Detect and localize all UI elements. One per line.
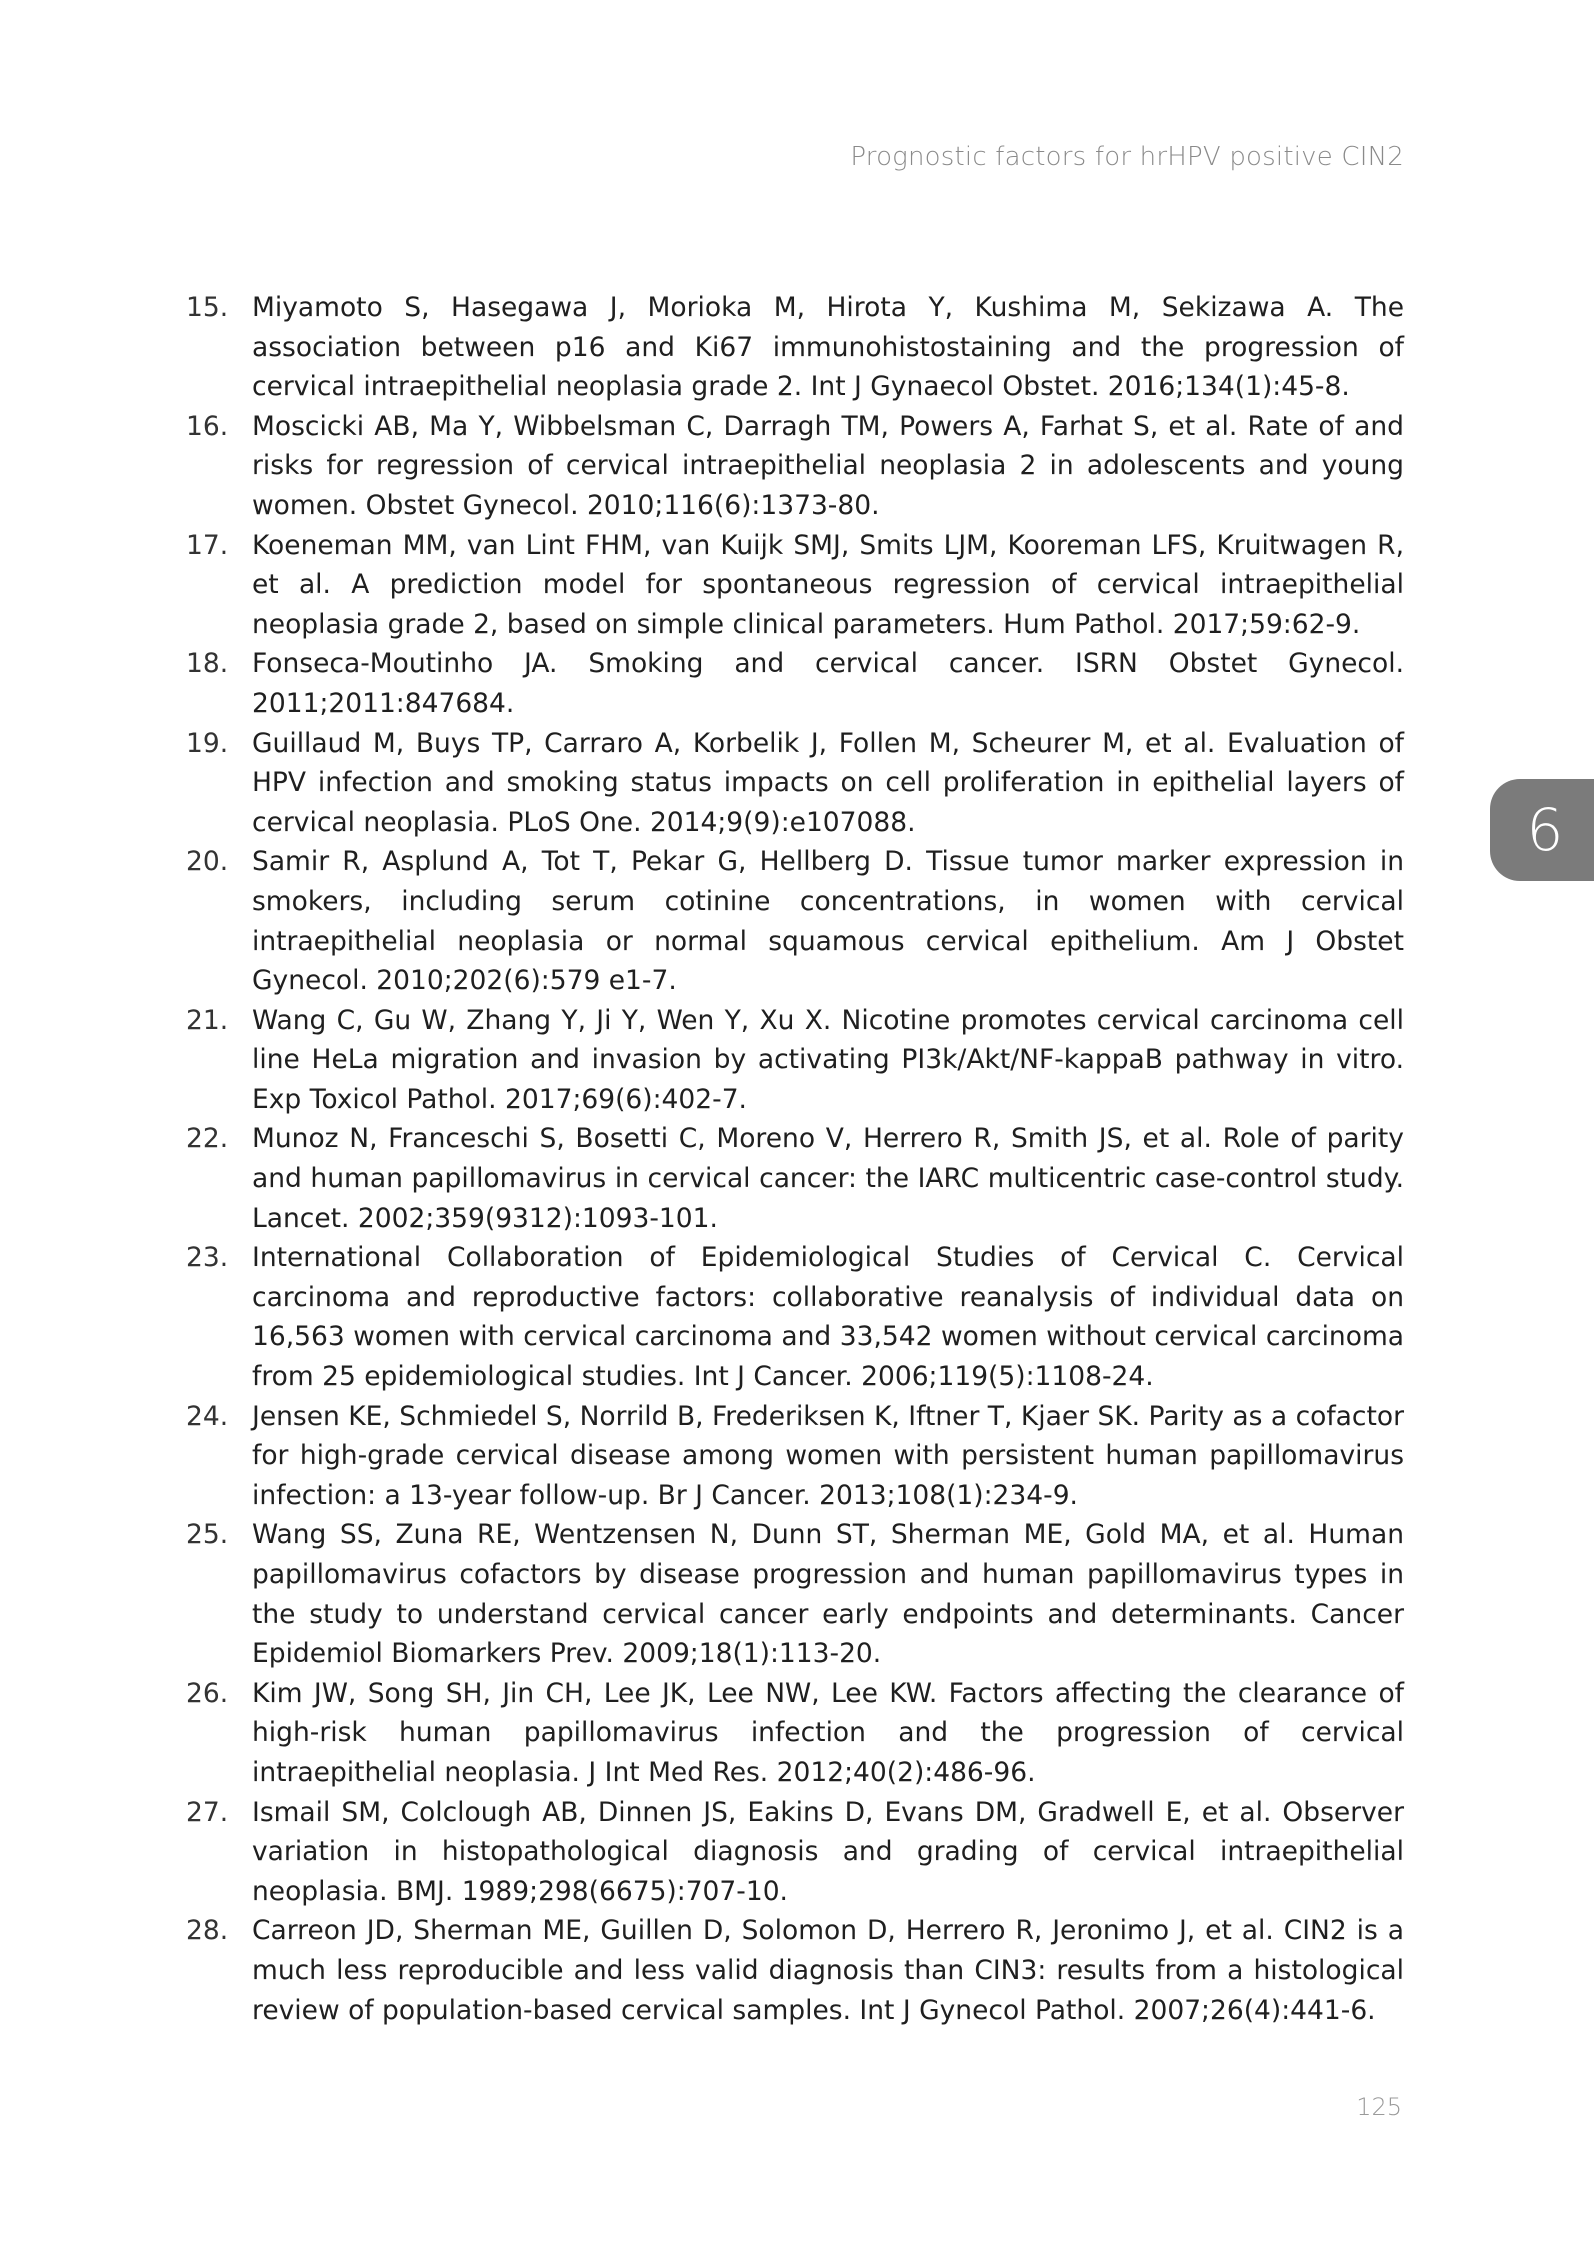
reference-text: Samir R, Asplund A, Tot T, Pekar G, Hellberg D. Tissue tumor marker expression in smokers, including serum cotinine concentrations, in women with cervical intraepithelial neoplasia or normal squamous cervical epithelium. Am J Obstet Gynecol. 2010;202(6):579 e1-7. <box>252 846 1404 997</box>
reference-text: Ismail SM, Colclough AB, Dinnen JS, Eakins D, Evans DM, Gradwell E, et al. Observer variation in histopathological diagnosis and grading of cervical intraepithelial neoplasia. BMJ. 1989;298(6675):707-10. <box>252 1796 1404 1907</box>
reference-item-23 <box>182 1238 1404 1396</box>
reference-text: Munoz N, Franceschi S, Bosetti C, Moreno V, Herrero R, Smith JS, et al. Role of parity and human papillomavirus in cervical cancer: the IARC multicentric case-control study. Lancet. 2002;359(9312):1093-101. <box>252 1123 1404 1234</box>
chapter-tab <box>1490 779 1594 881</box>
reference-number: 16. <box>186 410 229 442</box>
reference-text: Miyamoto S, Hasegawa J, Morioka M, Hirota Y, Kushima M, Sekizawa A. The association between p16 and Ki67 immunohistostaining and the progression of cervical intraepithelial neoplasia grade 2. Int J Gynaecol Obstet. 2016;134(1):45-8. <box>252 292 1404 403</box>
reference-number: 15. <box>186 292 229 323</box>
chapter-number: 6 <box>1526 796 1564 864</box>
reference-text: Kim JW, Song SH, Jin CH, Lee JK, Lee NW, Lee KW. Factors affecting the clearance of high-risk human papillomavirus infection and the progression of cervical intraepithelial neoplasia. J Int Med Res. 2012;40(2):486-96. <box>252 1677 1404 1788</box>
reference-item-17 <box>182 526 1404 645</box>
reference-text: Moscicki AB, Ma Y, Wibbelsman C, Darragh TM, Powers A, Farhat S, et al. Rate of and risks for regression of cervical intraepithelial neoplasia 2 in adolescents and young women. Obstet Gynecol. 2010;116(6):1373-80. <box>252 410 1404 521</box>
reference-item-15 <box>182 288 1404 407</box>
reference-text: Guillaud M, Buys TP, Carraro A, Korbelik J, Follen M, Scheurer M, et al. Evaluation of HPV infection and smoking status impacts on cell proliferation in epithelial layers of cervical neoplasia. PLoS One. 2014;9(9):e107088. <box>252 727 1404 838</box>
reference-number: 23. <box>186 1242 229 1274</box>
reference-item-24 <box>182 1397 1404 1516</box>
reference-text: Fonseca-Moutinho JA. Smoking and cervical cancer. ISRN Obstet Gynecol. 2011;2011:847684. <box>252 648 1404 719</box>
reference-number: 26. <box>186 1677 229 1709</box>
reference-text: International Collaboration of Epidemiological Studies of Cervical C. Cervical carcinoma and reproductive factors: collaborative reanalysis of individual data on 16,563 women with cervical carcinoma and 33,542 women without cervical carcinoma from 25 epidemiological studies. Int J Cancer. 2006;119(5):1108-24. <box>252 1242 1404 1393</box>
reference-item-26 <box>182 1674 1404 1793</box>
reference-number: 19. <box>186 727 229 759</box>
reference-item-28 <box>182 1911 1404 2030</box>
reference-number: 20. <box>186 846 229 878</box>
reference-item-19 <box>182 724 1404 843</box>
reference-number: 25. <box>186 1519 229 1551</box>
reference-item-18 <box>182 644 1404 723</box>
reference-text: Wang SS, Zuna RE, Wentzensen N, Dunn ST, Sherman ME, Gold MA, et al. Human papillomavirus cofactors by disease progression and human papillomavirus types in the study to understand cervical cancer early endpoints and determinants. Cancer Epidemiol Biomarkers Prev. 2009;18(1):113-20. <box>252 1519 1404 1670</box>
reference-item-27 <box>182 1793 1404 1912</box>
reference-text: Wang C, Gu W, Zhang Y, Ji Y, Wen Y, Xu X. Nicotine promotes cervical carcinoma cell line HeLa migration and invasion by activating PI3k/Akt/NF-kappaB pathway in vitro. Exp Toxicol Pathol. 2017;69(6):402-7. <box>252 1004 1404 1115</box>
reference-item-16 <box>182 407 1404 526</box>
reference-text: Koeneman MM, van Lint FHM, van Kuijk SMJ, Smits LJM, Kooreman LFS, Kruitwagen R, et al. A prediction model for spontaneous regression of cervical intraepithelial neoplasia grade 2, based on simple clinical parameters. Hum Pathol. 2017;59:62-9. <box>252 529 1404 640</box>
reference-number: 24. <box>186 1400 229 1432</box>
reference-item-22 <box>182 1119 1404 1238</box>
reference-number: 22. <box>186 1123 229 1155</box>
reference-text: Carreon JD, Sherman ME, Guillen D, Solomon D, Herrero R, Jeronimo J, et al. CIN2 is a much less reproducible and less valid diagnosis than CIN3: results from a histological review of population-based cervical samples. Int J Gynecol Pathol. 2007;26(4):441-6. <box>252 1915 1404 2026</box>
reference-list <box>182 288 1404 2030</box>
reference-item-25 <box>182 1515 1404 1673</box>
reference-number: 28. <box>186 1915 229 1947</box>
reference-item-21 <box>182 1001 1404 1120</box>
reference-number: 27. <box>186 1796 229 1828</box>
reference-number: 17. <box>186 529 229 561</box>
reference-item-20 <box>182 842 1404 1000</box>
running-header-title: Prognostic factors for hrHPV positive CIN2 <box>850 142 1404 172</box>
reference-number: 21. <box>186 1004 229 1036</box>
reference-number: 18. <box>186 648 229 680</box>
reference-text: Jensen KE, Schmiedel S, Norrild B, Frederiksen K, Iftner T, Kjaer SK. Parity as a cofactor for high-grade cervical disease among women with persistent human papillomavirus infection: a 13-year follow-up. Br J Cancer. 2013;108(1):234-9. <box>252 1400 1404 1511</box>
page-number: 125 <box>1356 2093 1402 2121</box>
